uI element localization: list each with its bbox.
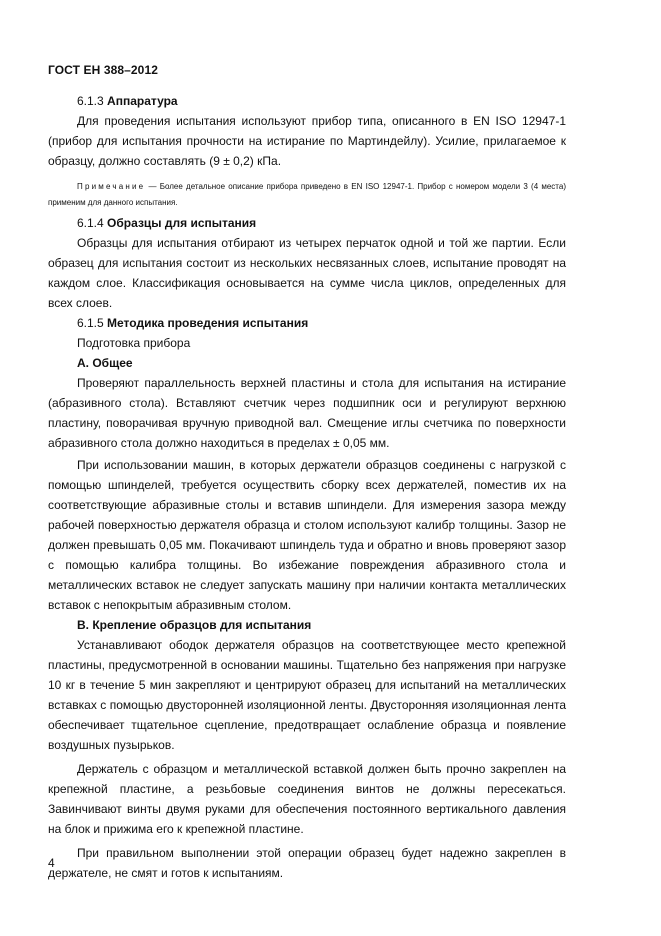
section-heading-6-1-4 [48,213,566,233]
subsection-label: В. [77,618,89,632]
section-title: Методика проведения испытания [107,316,309,330]
note [48,179,566,211]
note-label: Примечание [77,182,146,191]
subsection-title: Общее [92,356,133,370]
page-number: 4 [48,856,55,870]
paragraph: Для проведения испытания используют прибор типа, описанного в EN ISO 12947-1 (прибор для испытания прочности на истирание по Мартиндейлу). Усилие, прилагаемое к образцу, должно составлять (9 ± 0,2) кПа. [48,114,566,168]
paragraph: Образцы для испытания отбирают из четырех перчаток одной и той же партии. Если образец для испытания состоит из нескольких несвязанных слоев, испытание проводят на каждом слое. Классификация основывается на сумме числа циклов, определенных для всех слоев. [48,236,566,310]
note-text: — Более детальное описание прибора приведено в EN ISO 12947-1. Прибор с номером модели 3 (4 места) применим для данного испытания. [48,182,566,207]
section-number: 6.1.4 [77,216,104,230]
document-code: ГОСТ ЕН 388–2012 [48,63,159,77]
section-number: 6.1.3 [77,94,104,108]
section-title: Образцы для испытания [107,216,257,230]
section-title: Аппаратура [107,94,178,108]
subsection-heading-b [48,615,566,635]
paragraph: Проверяют параллельность верхней пластины и стола для испытания на истирание (абразивного стола). Вставляют счетчик через подшипник оси и регулируют верхнюю пластину, поворачивая вручную приводной вал. Смещение иглы счетчика по поверхности абразивного стола должно находиться в пределах ± 0,05 мм. [48,376,566,450]
document-body [48,91,566,883]
paragraph: Устанавливают ободок держателя образцов на соответствующее место крепежной пластины, предусмотренной в основании машины. Тщательно без напряжения при нагрузке 10 кг в течение 5 мин закрепляют и центрируют образец для испытаний на металлических вставках с помощью двусторонней изоляционной ленты. Двусторонняя изоляционная лента обеспечивает тщательное сцепление, предотвращает ослабление образца и появление воздушных пузырьков. [48,638,566,752]
section-heading-6-1-5 [48,313,566,333]
subsection-label: А. [77,356,89,370]
subsection-heading-a [48,353,566,373]
subsection-subtitle: Подготовка прибора [77,336,191,350]
section-number: 6.1.5 [77,316,104,330]
section-heading-6-1-3 [48,91,566,111]
paragraph: При правильном выполнении этой операции образец будет надежно закреплен в держателе, не смят и готов к испытаниям. [48,846,566,880]
paragraph: При использовании машин, в которых держатели образцов соединены с нагрузкой с помощью шпинделей, требуется осуществить сборку всех держателей, поместив их на соответствующие абразивные столы и вставив шпиндели. Для измерения зазора между рабочей поверхностью держателя образца и столом используют калибр толщины. Зазор не должен превышать 0,05 мм. Покачивают шпиндель туда и обратно и вновь проверяют зазор с помощью калибра толщины. Во избежание повреждения абразивного стола и металлических вставок не следует запускать машину при наличии контакта металлических вставок с непокрытым абразивным столом. [48,458,566,612]
subsection-title: Крепление образцов для испытания [92,618,312,632]
paragraph: Держатель с образцом и металлической вставкой должен быть прочно закреплен на крепежной пластине, а резьбовые соединения винтов не должны пересекаться. Завинчивают винты двумя руками для обеспечения постоянного вертикального давления на блок и прижима его к крепежной пластине. [48,762,566,836]
